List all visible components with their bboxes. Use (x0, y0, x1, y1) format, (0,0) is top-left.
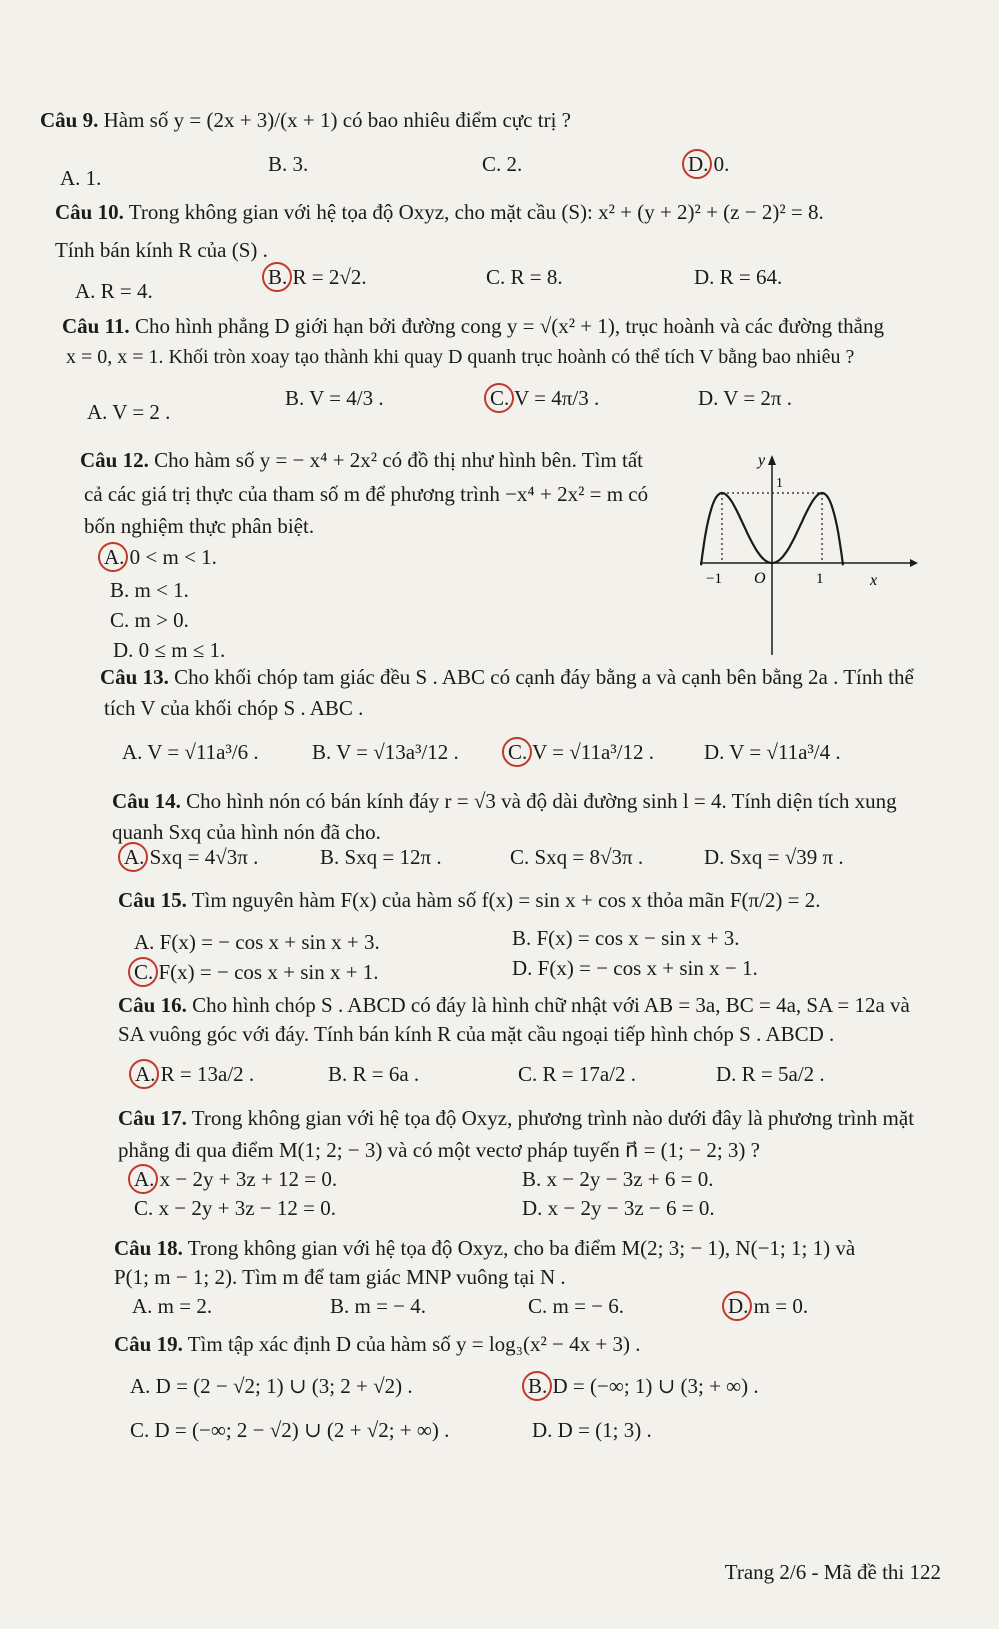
q12-option-c[interactable]: C. m > 0. (110, 608, 189, 632)
q10-option-c[interactable]: C. R = 8. (486, 265, 563, 289)
q18-option-c[interactable]: C. m = − 6. (528, 1294, 625, 1318)
q14-option-d[interactable]: D. Sxq = √39 π . (704, 845, 844, 869)
q12-graph (700, 455, 920, 655)
q10-stem2: Tính bán kính R của (S) . (55, 238, 268, 262)
q9-label: Câu 9. (40, 108, 99, 132)
q13-option-b[interactable]: B. V = √13a³/12 . (312, 740, 459, 764)
answer-circle-icon (128, 1164, 158, 1194)
q13-option-a[interactable]: A. V = √11a³/6 . (122, 740, 259, 764)
q13-text: Cho khối chóp tam giác đều S . ABC có cạnh đáy bằng a và cạnh bên bằng 2a . Tính thể (174, 665, 914, 689)
q19-stem (114, 1332, 640, 1357)
q16-option-b[interactable]: B. R = 6a . (328, 1062, 420, 1086)
q17-stem (118, 1106, 914, 1131)
q11-option-b[interactable]: B. V = 4/3 . (285, 386, 384, 410)
q12-option-b[interactable]: B. m < 1. (110, 578, 189, 602)
q9-stem (40, 108, 571, 133)
q10-stem (55, 200, 824, 225)
q15-text: Tìm nguyên hàm F(x) của hàm số f(x) = sin x + cos x thỏa mãn F(π/2) = 2. (191, 888, 821, 912)
q11-label: Câu 11. (62, 314, 130, 338)
q15-stem (118, 888, 821, 913)
q19-text: Tìm tập xác định D của hàm số y = log₃(x² − 4x + 3) . (187, 1332, 641, 1356)
q15-option-a[interactable]: A. F(x) = − cos x + sin x + 3. (134, 930, 380, 954)
q12-stem2: cả các giá trị thực của tham số m để phương trình −x⁴ + 2x² = m có (84, 482, 649, 506)
answer-circle-icon (128, 957, 158, 987)
q15-label: Câu 15. (118, 888, 187, 912)
q18-option-b[interactable]: B. m = − 4. (330, 1294, 427, 1318)
q18-label: Câu 18. (114, 1236, 183, 1260)
q11-stem2: x = 0, x = 1. Khối tròn xoay tạo thành khi quay D quanh trục hoành có thể tích V bằng bao nhiêu ? (66, 346, 855, 368)
q19-option-d[interactable]: D. D = (1; 3) . (532, 1418, 652, 1442)
q13-option-c[interactable]: C. V = √11a³/12 . (508, 740, 654, 765)
q12-stem (80, 448, 643, 473)
q16-option-d[interactable]: D. R = 5a/2 . (716, 1062, 825, 1086)
x-axis-arrow-icon (910, 559, 918, 567)
answer-circle-icon (98, 542, 128, 572)
q13-label: Câu 13. (100, 665, 169, 689)
q18-stem (114, 1236, 855, 1261)
q13-stem (100, 665, 914, 690)
q17-option-b[interactable]: B. x − 2y − 3z + 6 = 0. (522, 1167, 714, 1191)
q14-stem (112, 789, 897, 814)
tick-1: 1 (816, 571, 824, 587)
q17-option-a[interactable]: A. x − 2y + 3z + 12 = 0. (134, 1167, 337, 1192)
q10-option-b[interactable]: B. R = 2√2. (268, 265, 367, 290)
q16-option-c[interactable]: C. R = 17a/2 . (518, 1062, 637, 1086)
q10-label: Câu 10. (55, 200, 124, 224)
q16-stem2: SA vuông góc với đáy. Tính bán kính R của mặt cầu ngoại tiếp hình chóp S . ABCD . (118, 1022, 835, 1046)
y-axis-arrow-icon (768, 455, 776, 465)
q12-option-a[interactable]: A. 0 < m < 1. (104, 545, 217, 570)
q11-text: Cho hình phẳng D giới hạn bởi đường cong y = √(x² + 1), trục hoành và các đường thẳng (134, 314, 884, 338)
q18-option-a[interactable]: A. m = 2. (132, 1294, 213, 1318)
q9-text: Hàm số y = (2x + 3)/(x + 1) có bao nhiêu điểm cực trị ? (103, 108, 571, 132)
q14-option-c[interactable]: C. Sxq = 8√3π . (510, 845, 644, 869)
y-label: y (758, 455, 766, 469)
q12-stem3: bốn nghiệm thực phân biệt. (84, 514, 315, 538)
q9-option-c[interactable]: C. 2. (482, 152, 523, 176)
q15-option-b[interactable]: B. F(x) = cos x − sin x + 3. (512, 926, 740, 950)
q14-label: Câu 14. (112, 789, 181, 813)
q14-text: Cho hình nón có bán kính đáy r = √3 và độ dài đường sinh l = 4. Tính diện tích xung (186, 789, 897, 813)
q14-option-a[interactable]: A. Sxq = 4√3π . (124, 845, 258, 870)
q17-stem2: phẳng đi qua điểm M(1; 2; − 3) và có một vectơ pháp tuyến n⃗ = (1; − 2; 3) ? (118, 1138, 760, 1162)
q17-option-d[interactable]: D. x − 2y − 3z − 6 = 0. (522, 1196, 715, 1220)
q14-option-b[interactable]: B. Sxq = 12π . (320, 845, 442, 869)
q17-label: Câu 17. (118, 1106, 187, 1130)
q10-text: Trong không gian với hệ tọa độ Oxyz, cho mặt cầu (S): x² + (y + 2)² + (z − 2)² = 8. (128, 200, 824, 224)
q9-option-d[interactable]: D. 0. (688, 152, 729, 177)
answer-circle-icon (262, 262, 292, 292)
answer-circle-icon (522, 1371, 552, 1401)
answer-circle-icon (129, 1059, 159, 1089)
q19-label: Câu 19. (114, 1332, 183, 1356)
q12-option-d[interactable]: D. 0 ≤ m ≤ 1. (113, 638, 226, 662)
x-label: x (870, 572, 878, 589)
q10-option-d[interactable]: D. R = 64. (694, 265, 783, 289)
q16-label: Câu 16. (118, 993, 187, 1017)
q9-option-a[interactable]: A. 1. (60, 166, 102, 190)
page-footer: Trang 2/6 - Mã đề thi 122 (724, 1560, 941, 1584)
q19-option-c[interactable]: C. D = (−∞; 2 − √2) ∪ (2 + √2; + ∞) . (130, 1418, 450, 1442)
q19-option-b[interactable]: B. D = (−∞; 1) ∪ (3; + ∞) . (528, 1374, 759, 1399)
q17-option-c[interactable]: C. x − 2y + 3z − 12 = 0. (134, 1196, 336, 1220)
q10-option-a[interactable]: A. R = 4. (75, 279, 153, 303)
answer-circle-icon (118, 842, 148, 872)
q19-option-a[interactable]: A. D = (2 − √2; 1) ∪ (3; 2 + √2) . (130, 1374, 413, 1398)
q11-option-d[interactable]: D. V = 2π . (698, 386, 793, 410)
q15-option-c[interactable]: C. F(x) = − cos x + sin x + 1. (134, 960, 379, 985)
q11-option-c[interactable]: C. V = 4π/3 . (490, 386, 599, 411)
answer-circle-icon (502, 737, 532, 767)
answer-circle-icon (722, 1291, 752, 1321)
q16-option-a[interactable]: A. R = 13a/2 . (135, 1062, 254, 1087)
q12-label: Câu 12. (80, 448, 149, 472)
q18-stem2: P(1; m − 1; 2). Tìm m để tam giác MNP vuông tại N . (114, 1265, 566, 1289)
answer-circle-icon (682, 149, 712, 179)
q13-stem2: tích V của khối chóp S . ABC . (104, 696, 364, 720)
q14-stem2: quanh Sxq của hình nón đã cho. (112, 820, 381, 844)
q13-option-d[interactable]: D. V = √11a³/4 . (704, 740, 841, 764)
answer-circle-icon (484, 383, 514, 413)
q16-text: Cho hình chóp S . ABCD có đáy là hình chữ nhật với AB = 3a, BC = 4a, SA = 12a và (192, 993, 910, 1017)
q12-text: Cho hàm số y = − x⁴ + 2x² có đồ thị như hình bên. Tìm tất (154, 448, 643, 472)
q9-option-b[interactable]: B. 3. (268, 152, 309, 176)
y-tick-1: 1 (776, 476, 783, 491)
origin-label: O (754, 570, 766, 587)
tick-neg1: −1 (706, 571, 722, 587)
q18-text: Trong không gian với hệ tọa độ Oxyz, cho ba điểm M(2; 3; − 1), N(−1; 1; 1) và (187, 1236, 856, 1260)
q16-stem (118, 993, 910, 1018)
q11-stem (62, 314, 884, 339)
q18-option-d[interactable]: D. m = 0. (728, 1294, 808, 1319)
q17-text: Trong không gian với hệ tọa độ Oxyz, phương trình nào dưới đây là phương trình mặt (191, 1106, 915, 1130)
q11-option-a[interactable]: A. V = 2 . (87, 400, 171, 424)
q15-option-d[interactable]: D. F(x) = − cos x + sin x − 1. (512, 956, 758, 980)
